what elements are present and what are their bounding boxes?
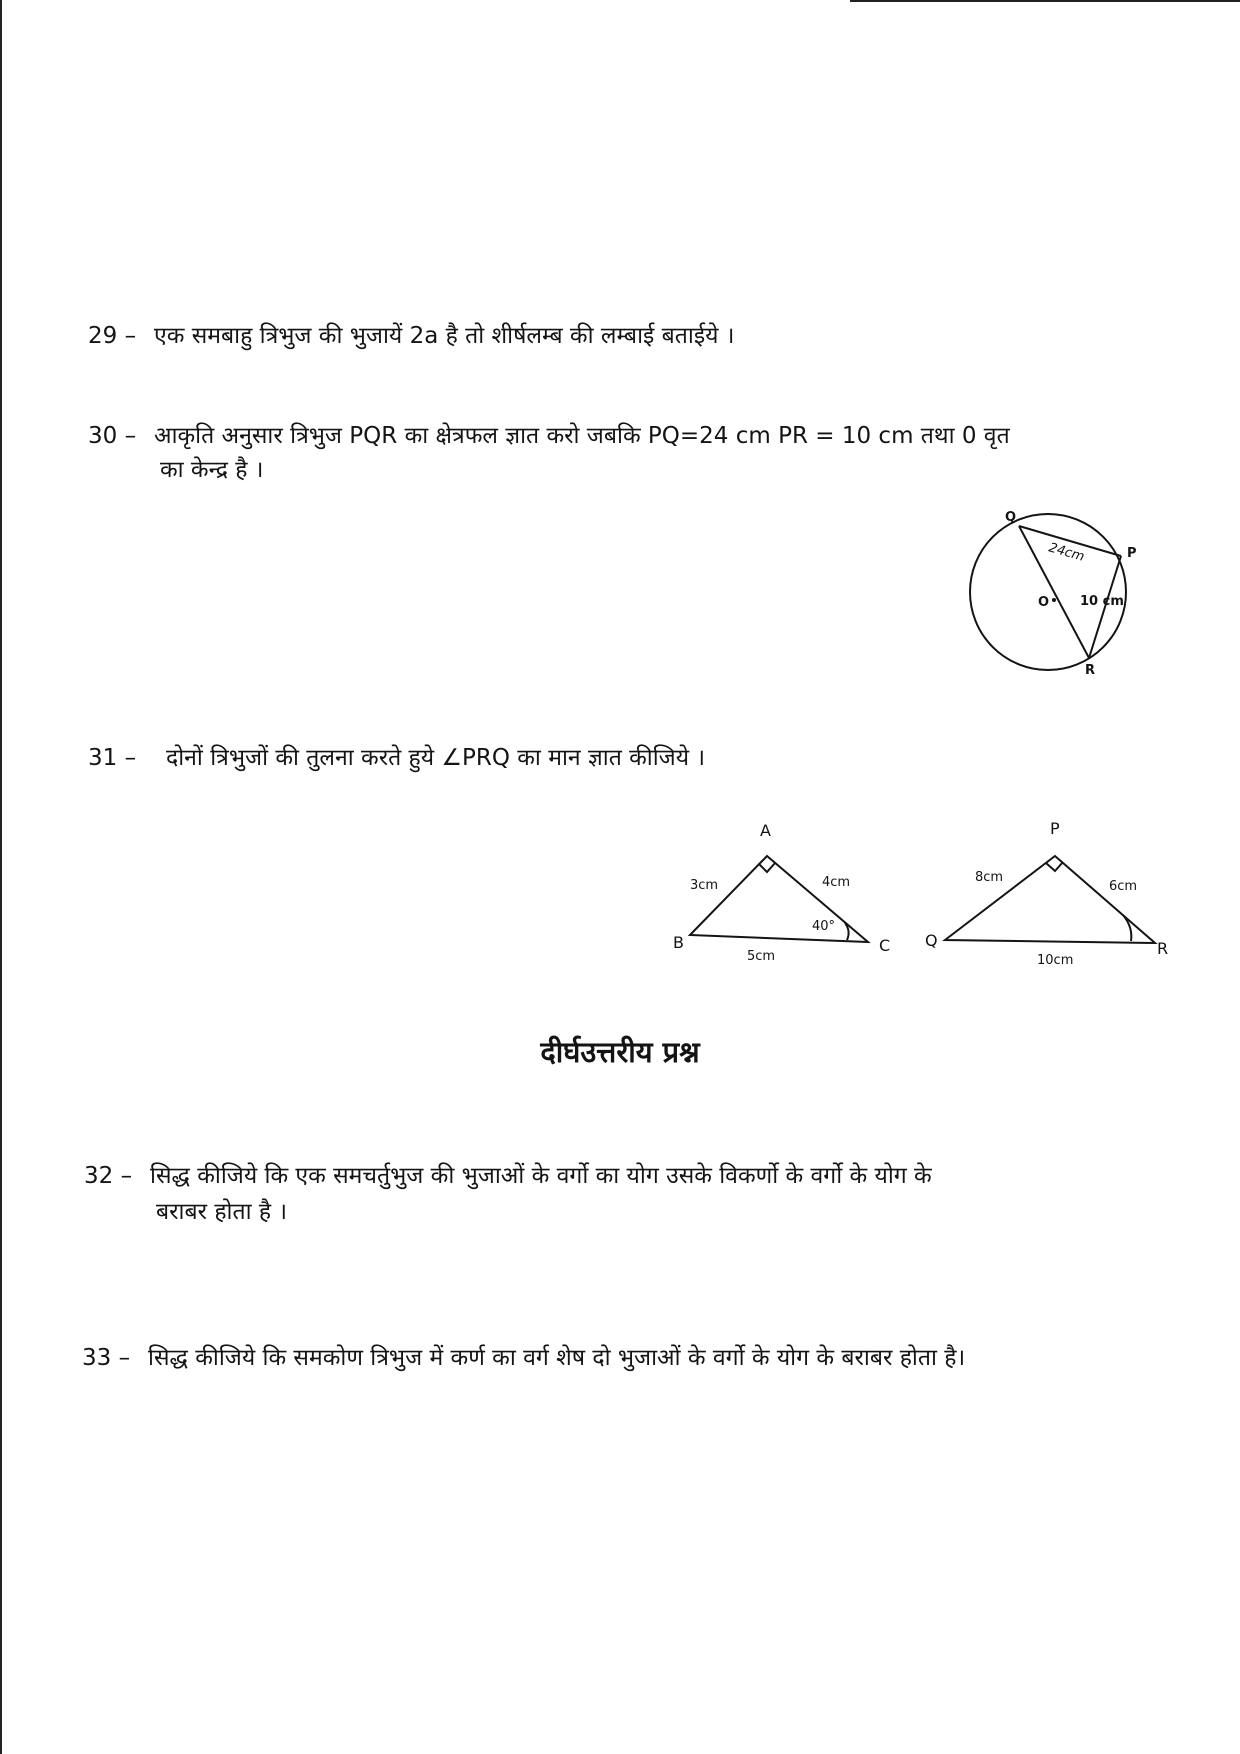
question-text: एक समबाहु त्रिभुज की भुजायें 2a है तो शीर्षलम्ब की लम्बाई बताईये । <box>154 323 735 349</box>
page-left-edge <box>0 0 2 1754</box>
label-qr: 10cm <box>1037 953 1074 968</box>
question-text: दोनों त्रिभुजों की तुलना करते हुये ∠PRQ का मान ज्ञात कीजिये । <box>166 745 706 771</box>
question-text-line2: का केन्द्र है । <box>160 457 264 483</box>
label-pq: 8cm <box>975 870 1004 885</box>
question-30 <box>88 418 1208 498</box>
question-33 <box>82 1340 1222 1380</box>
label-a: A <box>760 821 771 840</box>
right-angle-mark-a <box>759 863 775 872</box>
question-number: 29 – <box>88 323 137 349</box>
label-c: C <box>879 936 891 955</box>
label-pq: 24cm <box>1046 540 1086 565</box>
question-text-line2: बराबर होता है । <box>156 1199 288 1225</box>
label-p: P <box>1050 819 1060 838</box>
question-text: आकृति अनुसार त्रिभुज PQR का क्षेत्रफल ज्ञात करो जबकि PQ=24 cm PR = 10 cm तथा 0 वृत <box>154 423 1010 449</box>
label-ac: 4cm <box>822 875 851 890</box>
triangle-pqr-figure <box>915 815 1175 975</box>
question-number: 33 – <box>82 1345 131 1371</box>
label-pr: 6cm <box>1109 879 1138 894</box>
right-angle-mark-p <box>1046 862 1063 871</box>
label-q: Q <box>925 931 938 950</box>
triangle-abc <box>690 856 868 942</box>
label-bc: 5cm <box>747 949 776 964</box>
label-o: O <box>1038 595 1050 610</box>
label-q: Q <box>1005 510 1017 525</box>
question-31 <box>88 740 1188 780</box>
question-text: सिद्ध कीजिये कि समकोण त्रिभुज में कर्ण का वर्ग शेष दो भुजाओं के वर्गो के योग के बराबर होता है। <box>148 1345 966 1371</box>
section-heading: दीर्घउत्तरीय प्रश्न <box>540 1035 700 1069</box>
question-text: सिद्ध कीजिये कि एक समचर्तुभुज की भुजाओं के वर्गो का योग उसके विकर्णो के वर्गो के योग के <box>150 1163 932 1189</box>
label-r: R <box>1085 663 1096 678</box>
question-number: 30 – <box>88 423 137 449</box>
circle <box>970 514 1126 670</box>
label-ab: 3cm <box>690 878 719 893</box>
center-point <box>1052 598 1056 602</box>
label-r: R <box>1157 939 1169 958</box>
label-angle-c: 40° <box>812 919 836 934</box>
label-p: P <box>1127 546 1137 561</box>
triangle-abc-figure <box>665 815 905 975</box>
question-29 <box>88 318 1188 358</box>
circle-figure <box>970 505 1135 680</box>
page-top-edge <box>850 0 1240 2</box>
question-number: 31 – <box>88 745 137 771</box>
label-b: B <box>673 933 684 952</box>
question-32 <box>84 1158 1204 1238</box>
label-pr: 10 cm <box>1080 594 1124 609</box>
question-number: 32 – <box>84 1163 133 1189</box>
